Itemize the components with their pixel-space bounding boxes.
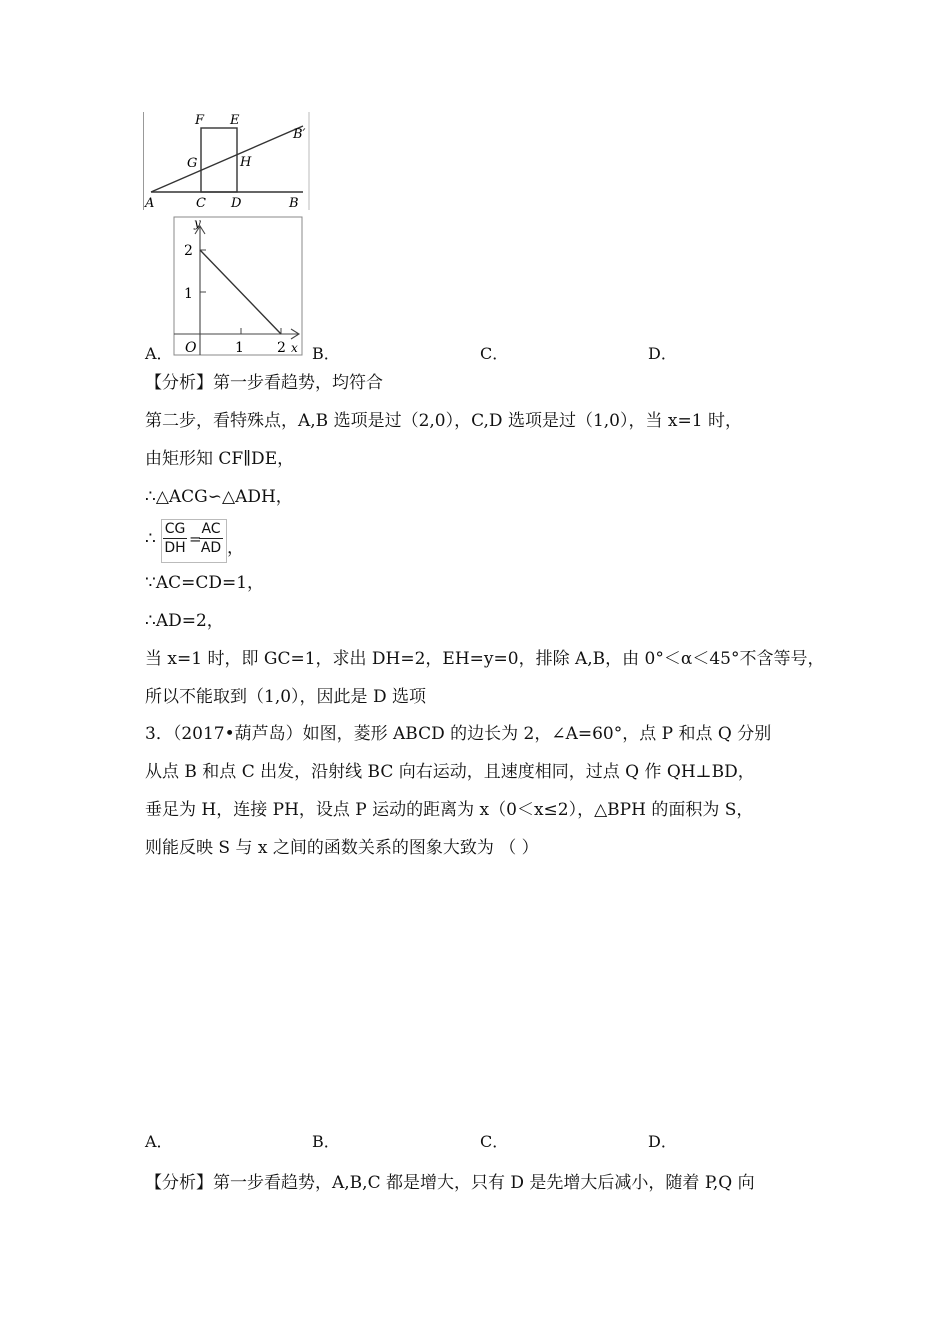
y-tick-label-2: 2 [184, 243, 193, 259]
label-E: E [230, 113, 240, 128]
fraction-denominator-dh: DH [164, 540, 186, 556]
label-G: G [187, 156, 198, 171]
analysis2-line6: ∵AC=CD=1， [145, 573, 265, 593]
question3-line2: 从点 B 和点 C 出发，沿射线 BC 向右运动，且速度相同，过点 Q 作 QH⊥BD， [145, 762, 755, 782]
label-F: F [195, 113, 205, 128]
figure-graph [173, 216, 305, 358]
analysis2-line9: 所以不能取到（1,0），因此是 D 选项 [145, 687, 426, 707]
x-tick-label-1: 1 [235, 340, 244, 356]
fraction-numerator-cg: CG [164, 521, 186, 537]
q3-option-a: A． [145, 1132, 173, 1151]
label-C: C [196, 196, 206, 211]
fraction-denominator-ad: AD [200, 540, 222, 556]
analysis2-line1: 【分析】第一步看趋势，均符合 [145, 373, 383, 393]
ray-AB-prime [151, 126, 303, 192]
function-line [200, 250, 281, 334]
q3-option-b: B． [312, 1132, 340, 1151]
y-axis-label: y [194, 216, 201, 230]
q2-option-a: A． [145, 344, 173, 363]
origin-label: O [185, 340, 197, 356]
fraction-cg-dh [163, 520, 187, 557]
y-tick-label-1: 1 [184, 286, 193, 302]
label-D: D [231, 196, 242, 211]
fraction-numerator-ac: AC [201, 521, 221, 537]
figure-rectangle-ray [143, 112, 313, 212]
q2-option-c: C． [480, 344, 509, 363]
analysis2-line7: ∴AD=2， [145, 611, 224, 631]
q3-option-d: D． [648, 1132, 677, 1151]
question3-line1: 3．（2017•葫芦岛）如图，菱形 ABCD 的边长为 2，∠A=60°，点 P 和点 Q 分别 [145, 724, 772, 744]
x-axis-label: x [291, 341, 298, 355]
fraction-line-comma: ， [227, 538, 244, 558]
therefore-symbol: ∴ [145, 529, 156, 549]
rectangle-CDEF [201, 128, 237, 192]
q3-option-c: C． [480, 1132, 509, 1151]
q2-option-d: D． [648, 344, 677, 363]
analysis3-line1: 【分析】第一步看趋势，A,B,C 都是增大，只有 D 是先增大后减小，随着 P,Q 向 [145, 1173, 755, 1193]
analysis2-line4: ∴△ACG∽△ADH， [145, 487, 293, 507]
label-B: B [289, 196, 299, 211]
label-A: A [145, 196, 155, 211]
analysis2-line8: 当 x=1 时，即 GC=1，求出 DH=2，EH=y=0，排除 A,B，由 0°＜α＜45°不含等号， [145, 649, 825, 669]
fraction-ac-ad [199, 520, 223, 557]
label-B-prime: B′ [293, 127, 306, 142]
label-H: H [240, 155, 252, 170]
analysis2-line2: 第二步，看特殊点，A,B 选项是过（2,0），C,D 选项是过（1,0），当 x=1 时， [145, 411, 742, 431]
fraction-equals: = [189, 530, 202, 548]
q2-option-b: B． [312, 344, 340, 363]
analysis2-line3: 由矩形知 CF∥DE， [145, 449, 295, 469]
question3-line3: 垂足为 H，连接 PH，设点 P 运动的距离为 x（0＜x≤2），△BPH 的面积为 S， [145, 800, 754, 820]
question3-line4: 则能反映 S 与 x 之间的函数关系的图象大致为 （ ） [145, 838, 539, 858]
x-tick-label-2: 2 [277, 340, 286, 356]
